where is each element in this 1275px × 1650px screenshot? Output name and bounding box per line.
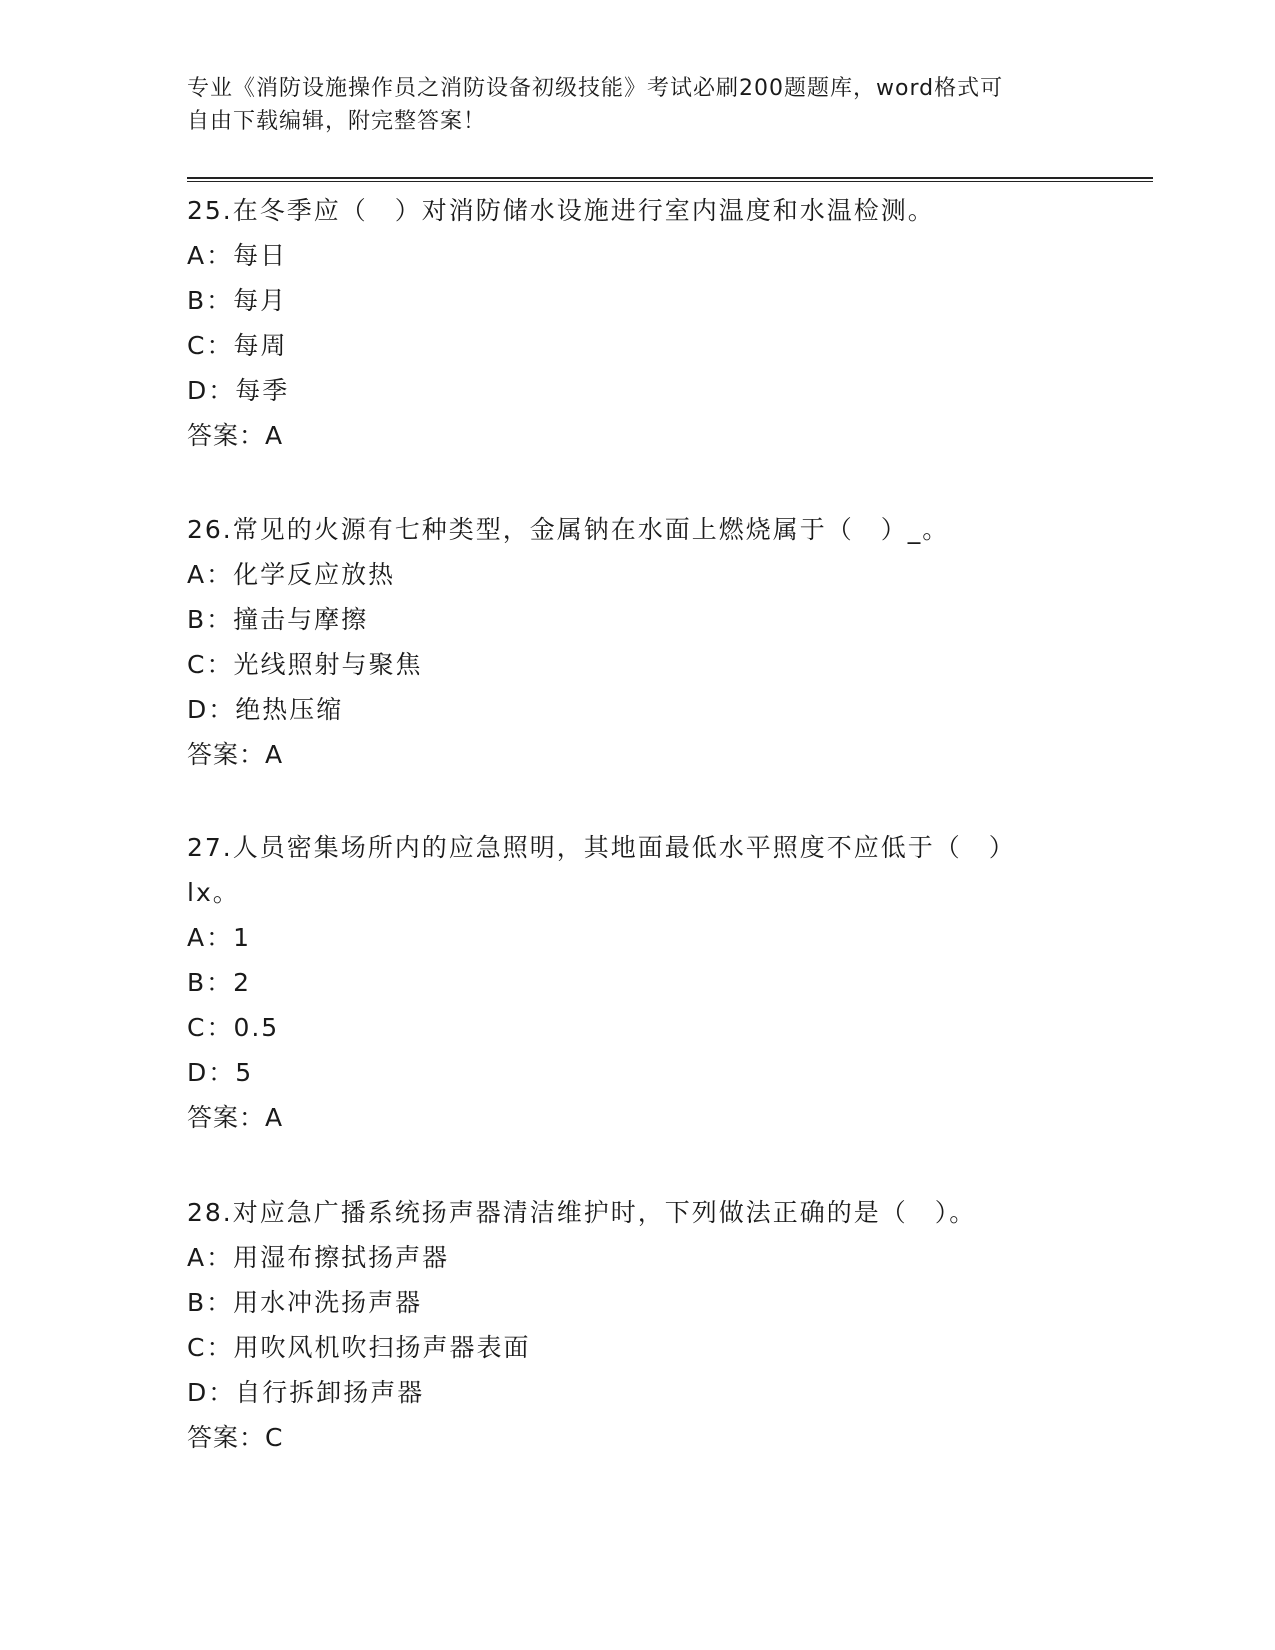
- option-c: C：光线照射与聚焦: [187, 650, 423, 679]
- question-stem-continued: lx。: [187, 878, 240, 907]
- option-d: D：自行拆卸扬声器: [187, 1378, 425, 1407]
- answer: 答案：C: [187, 1423, 284, 1452]
- question-stem: 28.对应急广播系统扬声器清洁维护时，下列做法正确的是（ ）。: [187, 1198, 977, 1227]
- question-stem: 26.常见的火源有七种类型，金属钠在水面上燃烧属于（ ）_。: [187, 515, 950, 544]
- option-d: D：每季: [187, 376, 290, 405]
- question-26: [187, 507, 1087, 777]
- answer: 答案：A: [187, 1103, 284, 1132]
- header-divider-thin: [187, 181, 1153, 182]
- option-c: C：0.5: [187, 1013, 280, 1042]
- header-line-1: 专业《消防设施操作员之消防设备初级技能》考试必刷200题题库，word格式可: [187, 76, 1004, 101]
- header-divider-thick: [187, 177, 1153, 179]
- option-a: A：化学反应放热: [187, 560, 396, 589]
- question-stem: 27.人员密集场所内的应急照明，其地面最低水平照度不应低于（ ）: [187, 833, 1016, 862]
- option-a: A：用湿布擦拭扬声器: [187, 1243, 450, 1272]
- question-28: [187, 1190, 1087, 1460]
- option-d: D：绝热压缩: [187, 695, 344, 724]
- option-b: B：每月: [187, 286, 288, 315]
- option-b: B：撞击与摩擦: [187, 605, 369, 634]
- question-25: [187, 188, 1087, 458]
- document-header: [187, 72, 1087, 138]
- option-c: C：每周: [187, 331, 288, 360]
- header-line-2: 自由下载编辑，附完整答案！: [187, 109, 487, 134]
- option-c: C：用吹风机吹扫扬声器表面: [187, 1333, 531, 1362]
- option-b: B：2: [187, 968, 252, 997]
- option-a: A：每日: [187, 241, 288, 270]
- option-d: D：5: [187, 1058, 254, 1087]
- question-stem: 25.在冬季应（ ）对消防储水设施进行室内温度和水温检测。: [187, 196, 935, 225]
- question-27: [187, 825, 1087, 1140]
- answer: 答案：A: [187, 421, 284, 450]
- answer: 答案：A: [187, 740, 284, 769]
- option-a: A：1: [187, 923, 252, 952]
- option-b: B：用水冲洗扬声器: [187, 1288, 423, 1317]
